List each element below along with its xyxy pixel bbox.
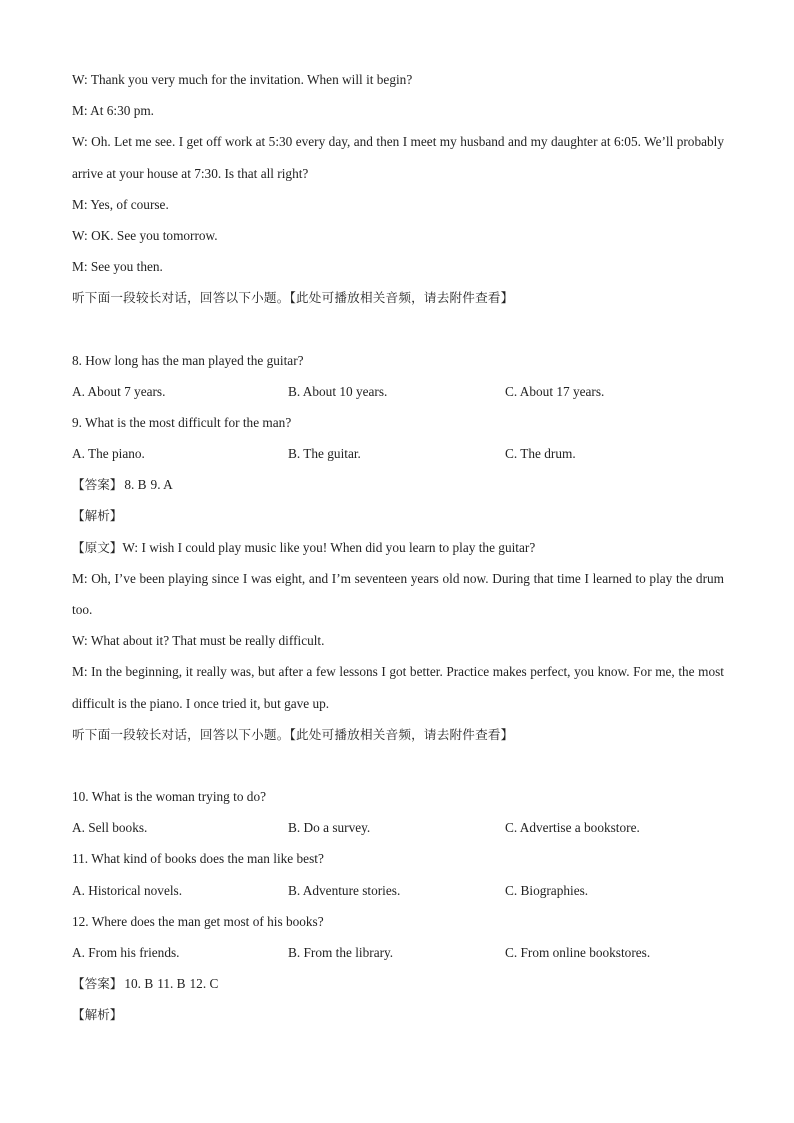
question-9: 9. What is the most difficult for the man? [72, 414, 292, 430]
option-c: C. Advertise a bookstore. [505, 820, 640, 836]
analysis-tag: 【解析】 [72, 508, 123, 524]
option-b: B. Adventure stories. [288, 882, 401, 898]
original-tag: 【原文】 [72, 539, 123, 555]
option-b: B. Do a survey. [288, 820, 371, 836]
answer-row-1 [72, 469, 724, 500]
question-10: 10. What is the woman trying to do? [72, 789, 267, 805]
analysis-row-2 [72, 999, 724, 1030]
option-c: C. From online bookstores. [505, 944, 651, 960]
option-b: B. About 10 years. [288, 383, 388, 399]
analysis-tag: 【解析】 [72, 1007, 123, 1023]
dialog1-line-6: M: See you then. [72, 259, 163, 275]
option-a: A. About 7 years. [72, 383, 166, 399]
answer-row-2 [72, 968, 724, 999]
spacer [72, 750, 724, 781]
dialog2-line-1 [72, 532, 724, 563]
answer-tag: 【答案】 [72, 477, 123, 493]
dialog2-text-1: W: I wish I could play music like you! When did you learn to play the guitar? [122, 539, 536, 555]
spacer [72, 314, 724, 345]
option-b: B. From the library. [288, 944, 394, 960]
dialog2-line-2: M: Oh, I’ve been playing since I was eight, and I’m seventeen years old now. During that time I learned to play the drum too. [72, 570, 724, 618]
option-a: A. From his friends. [72, 944, 180, 960]
analysis-row-1 [72, 500, 724, 531]
option-c: C. Biographies. [505, 882, 589, 898]
answer-tag: 【答案】 [72, 976, 123, 992]
dialog1-line-1: W: Thank you very much for the invitation. When will it begin? [72, 72, 413, 87]
question-11: 11. What kind of books does the man like best? [72, 851, 324, 867]
option-c: C. About 17 years. [505, 383, 605, 399]
question-12-options [72, 937, 724, 968]
option-b: B. The guitar. [288, 446, 361, 462]
option-a: A. Sell books. [72, 820, 148, 836]
option-c: C. The drum. [505, 446, 576, 462]
question-8-options [72, 376, 724, 407]
question-10-options [72, 812, 724, 843]
dialog2-line-4: M: In the beginning, it really was, but after a few lessons I got better. Practice makes perfect, you know. For me, the most difficult is the piano. I once tried it, but gave up. [72, 664, 724, 711]
dialog1-line-4: M: Yes, of course. [72, 196, 169, 212]
dialog1-line-2: M: At 6:30 pm. [72, 103, 155, 119]
question-11-options [72, 875, 724, 906]
listening-instruction-2: 听下面一段较长对话，回答以下小题。【此处可播放相关音频，请去附件查看】 [72, 726, 514, 742]
answer-8: 8. B [124, 477, 147, 493]
dialog1-line-5: W: OK. See you tomorrow. [72, 227, 218, 243]
option-a: A. Historical novels. [72, 882, 183, 898]
dialog2-line-3: W: What about it? That must be really difficult. [72, 633, 325, 649]
question-12: 12. Where does the man get most of his books? [72, 913, 324, 929]
listening-instruction: 听下面一段较长对话，回答以下小题。【此处可播放相关音频，请去附件查看】 [72, 290, 514, 306]
answer-11: 11. B [157, 976, 186, 992]
answer-12: 12. C [189, 976, 219, 992]
document-page [72, 64, 724, 1031]
option-a: A. The piano. [72, 446, 145, 462]
answer-9: 9. A [150, 477, 173, 493]
answer-10: 10. B [124, 976, 154, 992]
question-8: 8. How long has the man played the guitar? [72, 352, 304, 368]
question-9-options [72, 438, 724, 469]
dialog1-line-3: W: Oh. Let me see. I get off work at 5:30 every day, and then I meet my husband and my daughter at 6:05. We’ll probably arrive at your house at 7:30. Is that all right? [72, 134, 724, 181]
